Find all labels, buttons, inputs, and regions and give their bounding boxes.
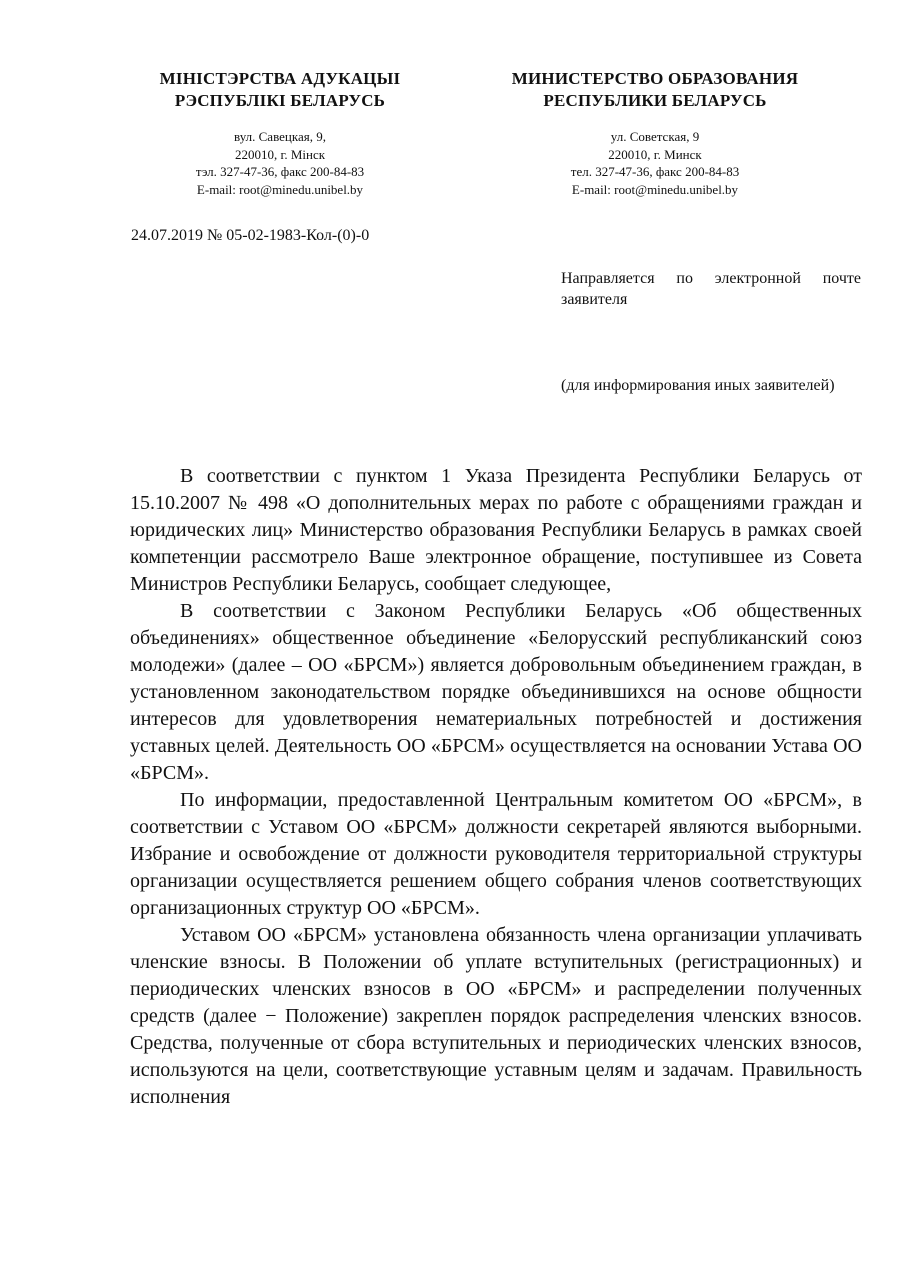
body-paragraph: В соответствии с пунктом 1 Указа Президента Республики Беларусь от 15.10.2007 № 498 «О дополнительных мерах по работе с обращениями граждан и юридических лиц» Министерство образования Республики Беларусь в рамках своей компетенции рассмотрело Ваше электронное обращение, поступившее из Совета Министров Республики Беларусь, сообщает следующее, [130, 465, 862, 595]
ministry-line: РЕСПУБЛИКИ БЕЛАРУСЬ [543, 91, 767, 110]
ministry-line: МІНІСТЭРСТВА АДУКАЦЫІ [159, 69, 401, 88]
address-city: 220010, г. Мінск [234, 146, 326, 162]
letter-body [130, 463, 862, 1111]
address-block-russian [500, 128, 810, 198]
address-phone: тел. 327-47-36, факс 200-84-83 [570, 164, 740, 179]
ministry-line: РЭСПУБЛІКІ БЕЛАРУСЬ [174, 91, 386, 110]
body-paragraph: Уставом ОО «БРСМ» установлена обязанность члена организации уплачивать членские взносы. В Положении об уплате вступительных (регистрационных) и периодических членских взносов в ОО «БРСМ» и распределении полученных средств (далее − Положение) закреплен порядок распределения членских взносов. Средства, полученные от сбора вступительных и периодических членских взносов, используются на цели, соответствующие уставным целям и задачам. Правильность исполнения [130, 924, 862, 1108]
document-reference: 24.07.2019 № 05-02-1983-Кол-(0)-0 [131, 227, 370, 244]
address-email: E-mail: root@minedu.unibel.by [571, 181, 739, 197]
ministry-name-belarusian [130, 68, 430, 112]
info-note: (для информирования иных заявителей) [561, 377, 835, 394]
address-phone: тэл. 327-47-36, факс 200-84-83 [195, 164, 365, 179]
header-russian [500, 68, 810, 198]
ministry-line: МИНИСТЕРСТВО ОБРАЗОВАНИЯ [511, 69, 799, 88]
header-belarusian [130, 68, 430, 198]
body-paragraph: По информации, предоставленной Центральным комитетом ОО «БРСМ», в соответствии с Уставом ОО «БРСМ» должности секретарей являются выборными. Избрание и освобождение от должности руководителя территориальной структуры организации осуществляется решением общего собрания членов соответствующих организационных структур ОО «БРСМ». [130, 789, 862, 919]
address-city: 220010, г. Минск [608, 146, 702, 162]
body-paragraph: В соответствии с Законом Республики Беларусь «Об общественных объединениях» общественное объединение «Белорусский республиканский союз молодежи» (далее – ОО «БРСМ») является добровольным объединением граждан, в установленном законодательством порядке объединившихся на основе общности интересов для удовлетворения нематериальных потребностей и достижения уставных целей. Деятельность ОО «БРСМ» осуществляется на основании Устава ОО «БРСМ». [130, 600, 862, 784]
address-street: ул. Советская, 9 [610, 129, 700, 144]
address-street: вул. Савецкая, 9, [234, 129, 326, 144]
recipient-note: Направляется по электронной почте заявителя [561, 270, 861, 308]
ministry-name-russian [500, 68, 810, 112]
address-email: E-mail: root@minedu.unibel.by [196, 181, 364, 197]
address-block-belarusian [130, 128, 430, 198]
